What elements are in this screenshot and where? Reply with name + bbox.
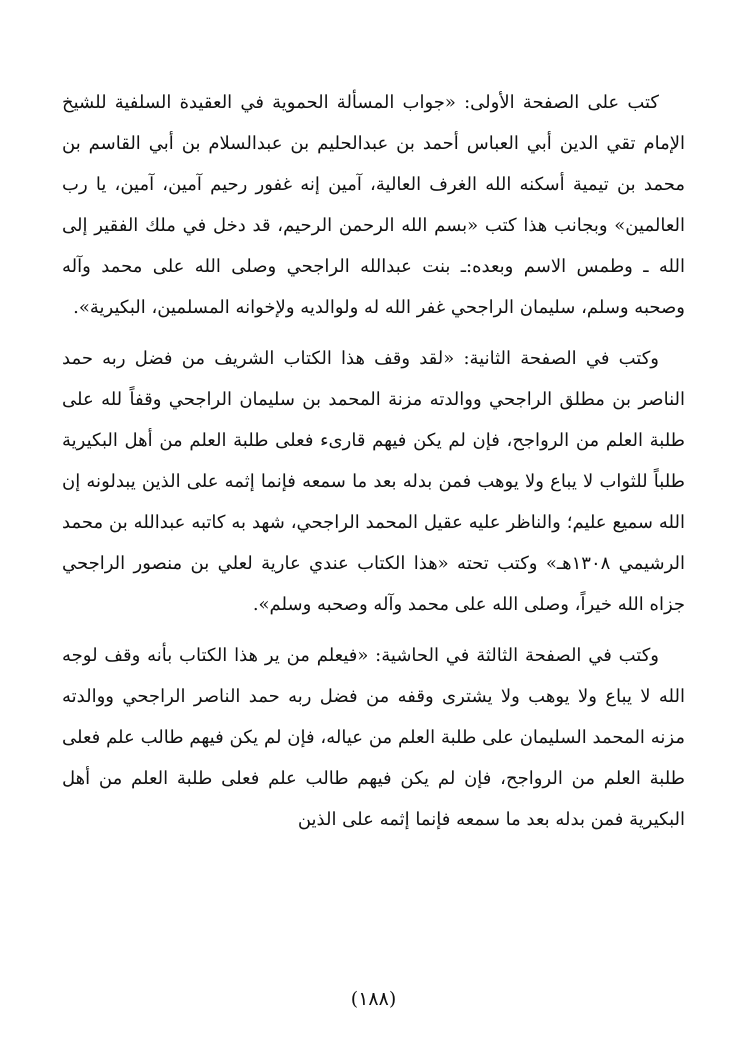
paragraph-second-page-inscription: وكتب في الصفحة الثانية: «لقد وقف هذا الكتاب الشريف من فضل ربه حمد الناصر بن مطلق الراجحي ووالدته مزنة المحمد بن سليمان الراجحي وقفاً لله على طلبة العلم من الرواجح، فإن لم يكن فيهم قارىء فعلى طلبة العلم من أهل البكيرية طلباً للثواب لا يباع ولا يوهب فمن بدله بعد ما سمعه فإنما إثمه على الذين يبدلونه إن الله سميع عليم؛ والناظر عليه عقيل المحمد الراجحي، شهد به كاتبه عبدالله بن محمد الرشيمي ١٣٠٨هـ» وكتب تحته «هذا الكتاب عندي عارية لعلي بن منصور الراجحي جزاه الله خيراً، وصلى الله على محمد وآله وصحبه وسلم». [62,348,685,615]
paragraph-first-page-inscription: كتب على الصفحة الأولى: «جواب المسألة الحموية في العقيدة السلفية للشيخ الإمام تقي الدين أبي العباس أحمد بن عبدالحليم بن عبدالسلام بن أبي القاسم بن محمد بن تيمية أسكنه الله الغرف العالية، آمين إنه غفور رحيم آمين، آمين، يا رب العالمين» وبجانب هذا كتب «بسم الله الرحمن الرحيم، قد دخل في ملك الفقير إلى الله ـ وطمس الاسم وبعده:ـ بنت عبدالله الراجحي وصلى الله على محمد وآله وصحبه وسلم، سليمان الراجحي غفر الله له ولوالديه ولإخوانه المسلمين، البكيرية». [62,92,685,318]
page-number: (١٨٨) [350,988,397,1010]
body-text [62,82,685,850]
paragraph-third-page-inscription: وكتب في الصفحة الثالثة في الحاشية: «فيعلم من ير هذا الكتاب بأنه وقف لوجه الله لا يباع ولا يوهب ولا يشترى وقفه من فضل ربه حمد الناصر الراجحي ووالدته مزنه المحمد السليمان على طلبة العلم من عياله، فإن لم يكن فيهم طالب علم فعلى طلبة العلم من الرواجح، فإن لم يكن فيهم طالب علم فعلى طلبة العلم من أهل البكيرية فمن بدله بعد ما سمعه فإنما إثمه على الذين [62,645,685,830]
